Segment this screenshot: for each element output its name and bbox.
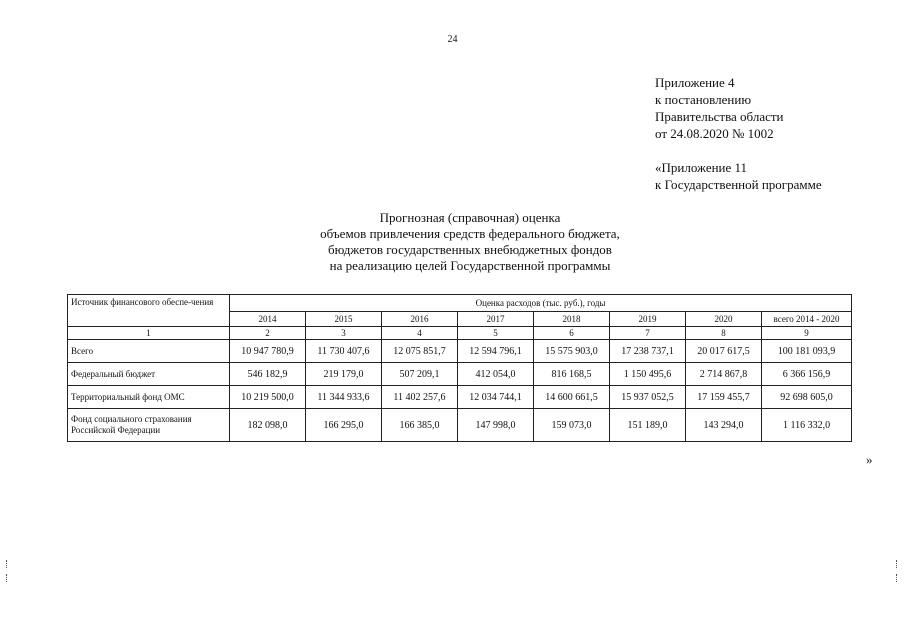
table-row-federal-budget (68, 363, 852, 386)
table-cell: 92 698 605,0 (762, 386, 852, 409)
table-cell: 10 219 500,0 (230, 386, 306, 409)
total-header: всего 2014 - 2020 (762, 312, 852, 327)
appendix-line: Правительства области (655, 109, 784, 124)
margin-mark (6, 574, 9, 582)
table-cell: 1 116 332,0 (762, 409, 852, 442)
column-number: 9 (762, 327, 852, 340)
year-header: 2018 (534, 312, 610, 327)
title-line: Прогнозная (справочная) оценка (379, 210, 561, 225)
table-cell: 10 947 780,9 (230, 340, 306, 363)
document-title (230, 210, 710, 274)
table-cell: 143 294,0 (686, 409, 762, 442)
title-line: бюджетов государственных внебюджетных фондов (328, 242, 612, 257)
table-cell: 2 714 867,8 (686, 363, 762, 386)
table-cell: 17 238 737,1 (610, 340, 686, 363)
row-label: Фонд социального страхования Российской Федерации (68, 409, 230, 442)
column-number: 1 (68, 327, 230, 340)
table-cell: 166 295,0 (306, 409, 382, 442)
table-cell: 166 385,0 (382, 409, 458, 442)
year-header: 2016 (382, 312, 458, 327)
appendix-line: Приложение 4 (655, 75, 735, 90)
year-header: 2014 (230, 312, 306, 327)
table-cell: 14 600 661,5 (534, 386, 610, 409)
year-header: 2017 (458, 312, 534, 327)
table-cell: 151 189,0 (610, 409, 686, 442)
table-cell: 12 594 796,1 (458, 340, 534, 363)
row-label: Всего (68, 340, 230, 363)
year-header: 2015 (306, 312, 382, 327)
appendix-ref-line: к Государственной программе (655, 177, 822, 192)
table-cell: 11 730 407,6 (306, 340, 382, 363)
year-header: 2020 (686, 312, 762, 327)
table-cell: 20 017 617,5 (686, 340, 762, 363)
table-cell: 12 075 851,7 (382, 340, 458, 363)
table-cell: 100 181 093,9 (762, 340, 852, 363)
column-number: 6 (534, 327, 610, 340)
table-row-social-insurance (68, 409, 852, 442)
table-cell: 546 182,9 (230, 363, 306, 386)
appendix-line: к постановлению (655, 92, 752, 107)
source-header: Источник финансового обеспе-чения (68, 295, 230, 327)
row-label: Территориальный фонд ОМС (68, 386, 230, 409)
table-cell: 159 073,0 (534, 409, 610, 442)
appendix-ref-line: «Приложение 11 (655, 160, 748, 175)
table-cell: 6 366 156,9 (762, 363, 852, 386)
table-cell: 182 098,0 (230, 409, 306, 442)
expenses-group-header: Оценка расходов (тыс. руб.), годы (230, 295, 852, 312)
column-number: 5 (458, 327, 534, 340)
table-cell: 12 034 744,1 (458, 386, 534, 409)
funding-table (67, 294, 852, 442)
table-cell: 816 168,5 (534, 363, 610, 386)
table-cell: 147 998,0 (458, 409, 534, 442)
column-number: 8 (686, 327, 762, 340)
margin-mark (896, 574, 899, 582)
table-cell: 219 179,0 (306, 363, 382, 386)
margin-mark (896, 560, 899, 568)
column-number: 3 (306, 327, 382, 340)
row-label: Федеральный бюджет (68, 363, 230, 386)
appendix-line: от 24.08.2020 № 1002 (655, 126, 774, 141)
margin-mark (6, 560, 9, 568)
table-cell: 11 344 933,6 (306, 386, 382, 409)
table-cell: 11 402 257,6 (382, 386, 458, 409)
table-cell: 507 209,1 (382, 363, 458, 386)
appendix-block (655, 74, 822, 193)
table-cell: 15 937 052,5 (610, 386, 686, 409)
table-cell: 17 159 455,7 (686, 386, 762, 409)
closing-quote: » (866, 452, 873, 467)
table-cell: 1 150 495,6 (610, 363, 686, 386)
table-row-total (68, 340, 852, 363)
column-number: 4 (382, 327, 458, 340)
table-cell: 412 054,0 (458, 363, 534, 386)
page-number: 24 (447, 34, 458, 45)
column-number: 7 (610, 327, 686, 340)
table-row-territorial-oms (68, 386, 852, 409)
title-line: объемов привлечения средств федерального бюджета, (320, 226, 620, 241)
column-number: 2 (230, 327, 306, 340)
table-cell: 15 575 903,0 (534, 340, 610, 363)
year-header: 2019 (610, 312, 686, 327)
title-line: на реализацию целей Государственной программы (329, 258, 611, 273)
